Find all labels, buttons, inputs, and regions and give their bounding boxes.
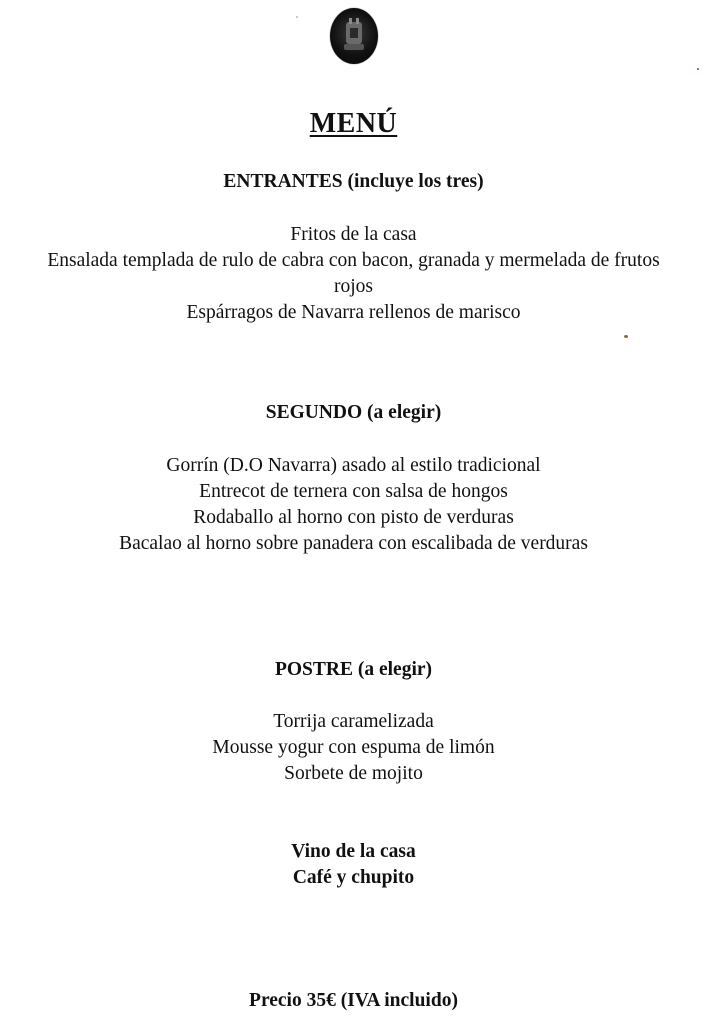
list-item: Rodaballo al horno con pisto de verduras	[193, 507, 514, 528]
price-line: Precio 35€ (IVA incluido)	[249, 990, 458, 1011]
scan-speck	[296, 16, 298, 18]
list-item: Bacalao al horno sobre panadera con escalibada de verduras	[119, 533, 588, 554]
crest-logo-icon	[330, 8, 378, 64]
list-item: Mousse yogur con espuma de limón	[212, 737, 495, 758]
scan-speck	[624, 335, 628, 338]
list-item: rojos	[334, 276, 373, 297]
postre-list	[0, 709, 707, 787]
list-item: Ensalada templada de rulo de cabra con bacon, granada y mermelada de frutos	[47, 250, 660, 271]
postre-heading: POSTRE (a elegir)	[274, 659, 433, 680]
extras-list	[0, 839, 707, 891]
list-item: Espárragos de Navarra rellenos de marisco	[186, 302, 521, 323]
segundo-heading: SEGUNDO (a elegir)	[265, 402, 442, 423]
list-item: Sorbete de mojito	[284, 763, 423, 784]
list-item: Café y chupito	[292, 867, 415, 888]
scan-speck	[697, 68, 699, 70]
segundo-list	[0, 453, 707, 557]
list-item: Fritos de la casa	[290, 224, 417, 245]
list-item: Entrecot de ternera con salsa de hongos	[199, 481, 508, 502]
list-item: Vino de la casa	[291, 841, 416, 862]
entrantes-list	[0, 222, 707, 326]
list-item: Gorrín (D.O Navarra) asado al estilo tradicional	[166, 455, 541, 476]
entrantes-heading: ENTRANTES (incluye los tres)	[223, 171, 484, 192]
list-item: Torrija caramelizada	[273, 711, 434, 732]
page-title: MENÚ	[309, 108, 398, 139]
